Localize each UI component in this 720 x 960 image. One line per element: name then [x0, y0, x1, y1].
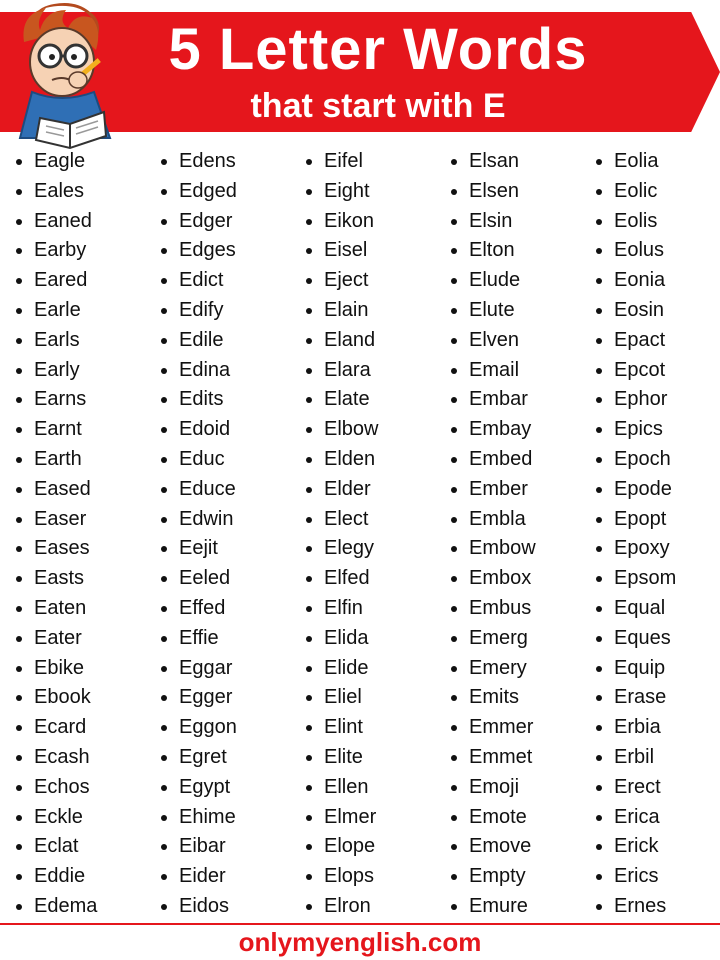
word-item: Epoxy	[594, 534, 720, 564]
word-item: Eases	[14, 534, 154, 564]
word-item: Eolia	[594, 147, 720, 177]
word-item: Elope	[304, 832, 444, 862]
word-item: Effed	[159, 594, 299, 624]
word-item: Earth	[14, 445, 154, 475]
word-item: Eikon	[304, 207, 444, 237]
page-title: 5 Letter Words	[168, 17, 588, 82]
word-item: Elsan	[449, 147, 589, 177]
word-item: Embus	[449, 594, 589, 624]
word-item: Embay	[449, 415, 589, 445]
word-item: Eolis	[594, 207, 720, 237]
word-item: Eales	[14, 177, 154, 207]
word-item: Edina	[159, 356, 299, 386]
word-item: Ebook	[14, 683, 154, 713]
word-item: Edwin	[159, 505, 299, 535]
word-item: Edile	[159, 326, 299, 356]
word-item: Erics	[594, 862, 720, 892]
word-item: Emerg	[449, 624, 589, 654]
word-item: Eaned	[14, 207, 154, 237]
word-item: Elida	[304, 624, 444, 654]
word-item: Earby	[14, 236, 154, 266]
word-item: Egypt	[159, 773, 299, 803]
word-item: Edict	[159, 266, 299, 296]
word-item: Egger	[159, 683, 299, 713]
reading-boy-icon	[6, 0, 134, 150]
word-item: Emote	[449, 803, 589, 833]
word-item: Elden	[304, 445, 444, 475]
word-item: Early	[14, 356, 154, 386]
word-item: Educ	[159, 445, 299, 475]
word-item: Elmer	[304, 803, 444, 833]
word-item: Effie	[159, 624, 299, 654]
word-item: Edens	[159, 147, 299, 177]
word-item: Earnt	[14, 415, 154, 445]
word-item: Elara	[304, 356, 444, 386]
word-item: Echos	[14, 773, 154, 803]
word-item: Epcot	[594, 356, 720, 386]
word-item: Epoch	[594, 445, 720, 475]
word-item: Elute	[449, 296, 589, 326]
word-item: Eider	[159, 862, 299, 892]
word-item: Edges	[159, 236, 299, 266]
word-item: Elide	[304, 654, 444, 684]
word-item: Eibar	[159, 832, 299, 862]
word-item: Eject	[304, 266, 444, 296]
word-item: Elbow	[304, 415, 444, 445]
word-column-4	[449, 147, 589, 922]
word-item: Ernes	[594, 892, 720, 922]
word-item: Eagle	[14, 147, 154, 177]
word-item: Eaten	[14, 594, 154, 624]
page-subtitle: that start with E	[250, 87, 506, 125]
word-item: Elfin	[304, 594, 444, 624]
word-column-3	[304, 147, 444, 922]
word-item: Eater	[14, 624, 154, 654]
word-item: Elton	[449, 236, 589, 266]
word-item: Emoji	[449, 773, 589, 803]
word-item: Elron	[304, 892, 444, 922]
word-item: Easer	[14, 505, 154, 535]
word-item: Eared	[14, 266, 154, 296]
word-item: Ecash	[14, 743, 154, 773]
word-item: Eosin	[594, 296, 720, 326]
word-item: Elint	[304, 713, 444, 743]
word-item: Ember	[449, 475, 589, 505]
footer-site-name: onlymyenglish.com	[238, 927, 482, 957]
word-item: Elsen	[449, 177, 589, 207]
word-item: Eclat	[14, 832, 154, 862]
word-item: Ellen	[304, 773, 444, 803]
word-item: Edger	[159, 207, 299, 237]
word-item: Edoid	[159, 415, 299, 445]
word-item: Eliel	[304, 683, 444, 713]
word-item: Ephor	[594, 385, 720, 415]
word-item: Earns	[14, 385, 154, 415]
word-item: Eased	[14, 475, 154, 505]
word-item: Eques	[594, 624, 720, 654]
word-item: Emmet	[449, 743, 589, 773]
word-item: Edged	[159, 177, 299, 207]
word-item: Elops	[304, 862, 444, 892]
word-item: Emits	[449, 683, 589, 713]
word-item: Embar	[449, 385, 589, 415]
word-item: Embow	[449, 534, 589, 564]
word-item: Eolic	[594, 177, 720, 207]
word-item: Eisel	[304, 236, 444, 266]
word-item: Edits	[159, 385, 299, 415]
word-item: Educe	[159, 475, 299, 505]
word-item: Ebike	[14, 654, 154, 684]
word-item: Emmer	[449, 713, 589, 743]
word-item: Erick	[594, 832, 720, 862]
word-column-5	[594, 147, 720, 922]
word-item: Elect	[304, 505, 444, 535]
word-item: Elven	[449, 326, 589, 356]
word-item: Erbil	[594, 743, 720, 773]
word-item: Eonia	[594, 266, 720, 296]
word-item: Ecard	[14, 713, 154, 743]
word-item: Eggar	[159, 654, 299, 684]
word-item: Email	[449, 356, 589, 386]
word-item: Earls	[14, 326, 154, 356]
word-item: Eifel	[304, 147, 444, 177]
word-item: Emove	[449, 832, 589, 862]
word-item: Embox	[449, 564, 589, 594]
word-item: Eeled	[159, 564, 299, 594]
word-item: Eight	[304, 177, 444, 207]
word-item: Eolus	[594, 236, 720, 266]
word-item: Equip	[594, 654, 720, 684]
word-item: Earle	[14, 296, 154, 326]
word-item: Epsom	[594, 564, 720, 594]
word-item: Erase	[594, 683, 720, 713]
word-item: Eggon	[159, 713, 299, 743]
word-item: Erica	[594, 803, 720, 833]
word-item: Edema	[14, 892, 154, 922]
word-list	[14, 147, 714, 922]
word-item: Elude	[449, 266, 589, 296]
word-item: Epact	[594, 326, 720, 356]
word-item: Elegy	[304, 534, 444, 564]
word-item: Egret	[159, 743, 299, 773]
word-item: Elain	[304, 296, 444, 326]
word-item: Elsin	[449, 207, 589, 237]
word-item: Emure	[449, 892, 589, 922]
word-item: Epopt	[594, 505, 720, 535]
word-item: Epode	[594, 475, 720, 505]
word-column-2	[159, 147, 299, 922]
word-item: Eidos	[159, 892, 299, 922]
word-item: Embla	[449, 505, 589, 535]
word-item: Easts	[14, 564, 154, 594]
word-item: Ehime	[159, 803, 299, 833]
word-item: Erect	[594, 773, 720, 803]
word-column-1	[14, 147, 154, 922]
word-item: Empty	[449, 862, 589, 892]
word-item: Eland	[304, 326, 444, 356]
word-item: Eckle	[14, 803, 154, 833]
word-item: Epics	[594, 415, 720, 445]
word-item: Equal	[594, 594, 720, 624]
word-item: Elfed	[304, 564, 444, 594]
word-item: Emery	[449, 654, 589, 684]
word-item: Elite	[304, 743, 444, 773]
word-item: Eddie	[14, 862, 154, 892]
word-item: Elate	[304, 385, 444, 415]
word-item: Erbia	[594, 713, 720, 743]
word-item: Embed	[449, 445, 589, 475]
footer-divider	[0, 923, 720, 925]
word-item: Edify	[159, 296, 299, 326]
word-item: Eejit	[159, 534, 299, 564]
word-item: Elder	[304, 475, 444, 505]
